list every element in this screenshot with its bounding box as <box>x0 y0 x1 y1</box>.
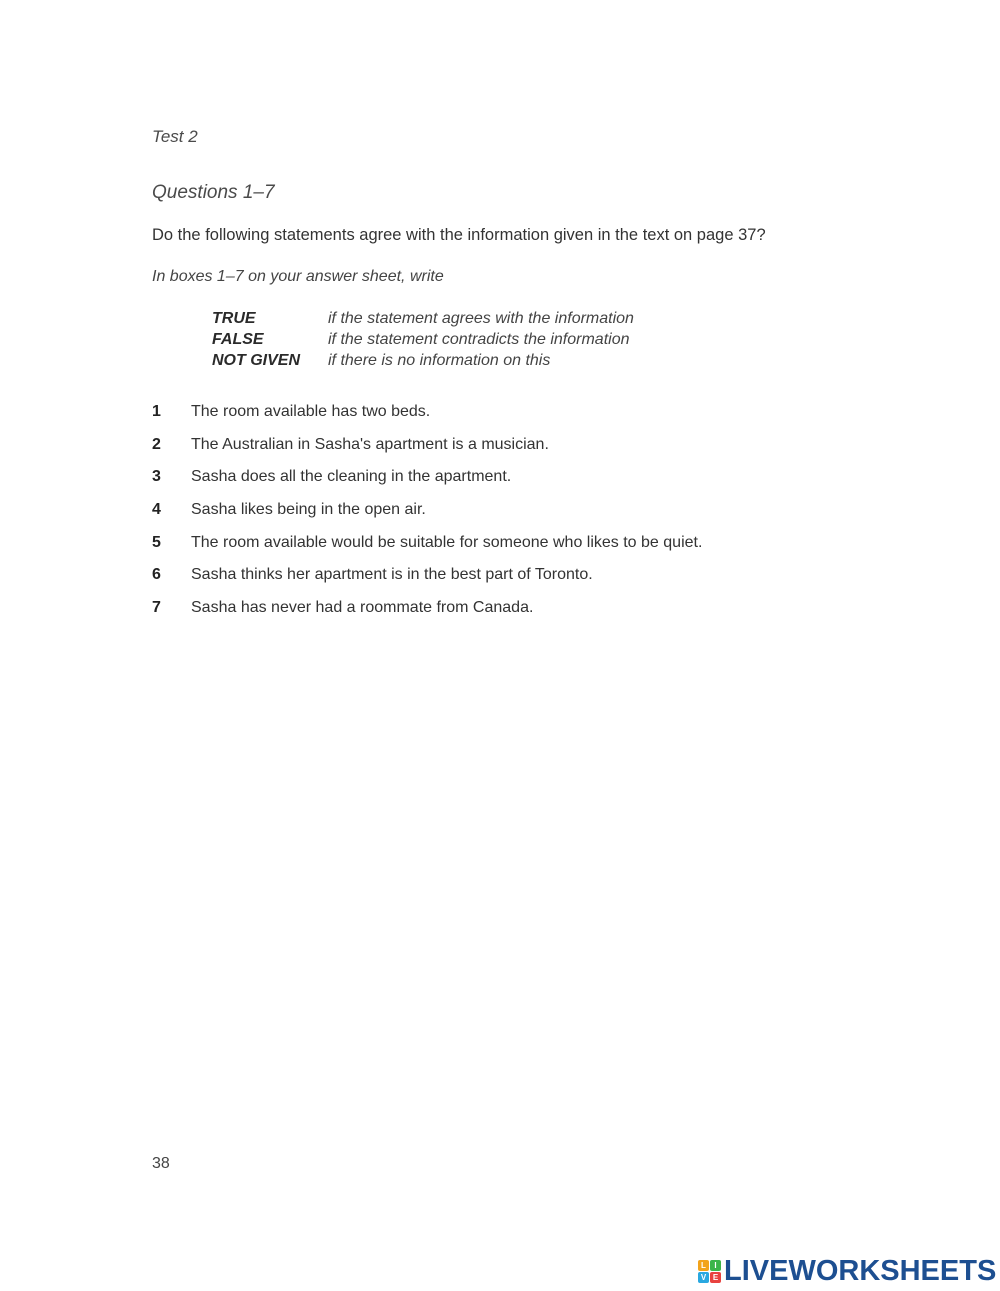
question-item <box>152 403 872 436</box>
question-text: Sasha has never had a roommate from Canada. <box>191 599 534 617</box>
question-number: 3 <box>152 468 161 486</box>
question-list <box>152 403 872 632</box>
question-number: 7 <box>152 599 161 617</box>
question-number: 5 <box>152 533 161 551</box>
logo-letter: E <box>710 1272 721 1283</box>
liveworksheets-logo-icon <box>698 1260 721 1283</box>
legend-row-not-given <box>212 350 634 371</box>
test-label: Test 2 <box>152 127 198 146</box>
question-text: Sasha thinks her apartment is in the best part of Toronto. <box>191 566 593 584</box>
answer-legend <box>212 308 634 371</box>
legend-row-true <box>212 308 634 329</box>
question-number: 1 <box>152 403 161 420</box>
instruction-text: Do the following statements agree with the information given in the text on page 37? <box>152 226 766 244</box>
question-text: The room available has two beds. <box>191 403 431 420</box>
question-item <box>152 436 872 469</box>
logo-letter: V <box>698 1272 709 1283</box>
question-item <box>152 566 872 599</box>
legend-description: if there is no information on this <box>328 352 551 369</box>
liveworksheets-brand[interactable] <box>698 1256 996 1286</box>
sub-instruction-text: In boxes 1–7 on your answer sheet, write <box>152 268 444 285</box>
question-number: 4 <box>152 501 161 519</box>
question-item <box>152 501 872 534</box>
legend-term: FALSE <box>212 331 264 348</box>
legend-term: NOT GIVEN <box>212 352 301 369</box>
question-item <box>152 468 872 501</box>
questions-heading: Questions 1–7 <box>152 182 275 203</box>
logo-letter: L <box>698 1260 709 1271</box>
brand-name: LIVEWORKSHEETS <box>724 1255 997 1287</box>
question-item <box>152 599 872 632</box>
question-item <box>152 534 872 567</box>
legend-row-false <box>212 329 634 350</box>
question-number: 2 <box>152 435 161 453</box>
legend-description: if the statement agrees with the information <box>328 310 634 327</box>
question-text: Sasha likes being in the open air. <box>191 501 426 519</box>
question-text: The Australian in Sasha's apartment is a musician. <box>191 435 549 453</box>
legend-term: TRUE <box>212 310 256 327</box>
question-text: Sasha does all the cleaning in the apartment. <box>191 468 512 486</box>
logo-letter: I <box>710 1260 721 1271</box>
question-text: The room available would be suitable for someone who likes to be quiet. <box>191 533 703 551</box>
legend-description: if the statement contradicts the information <box>328 331 630 348</box>
question-number: 6 <box>152 566 161 584</box>
page-number: 38 <box>152 1155 170 1172</box>
